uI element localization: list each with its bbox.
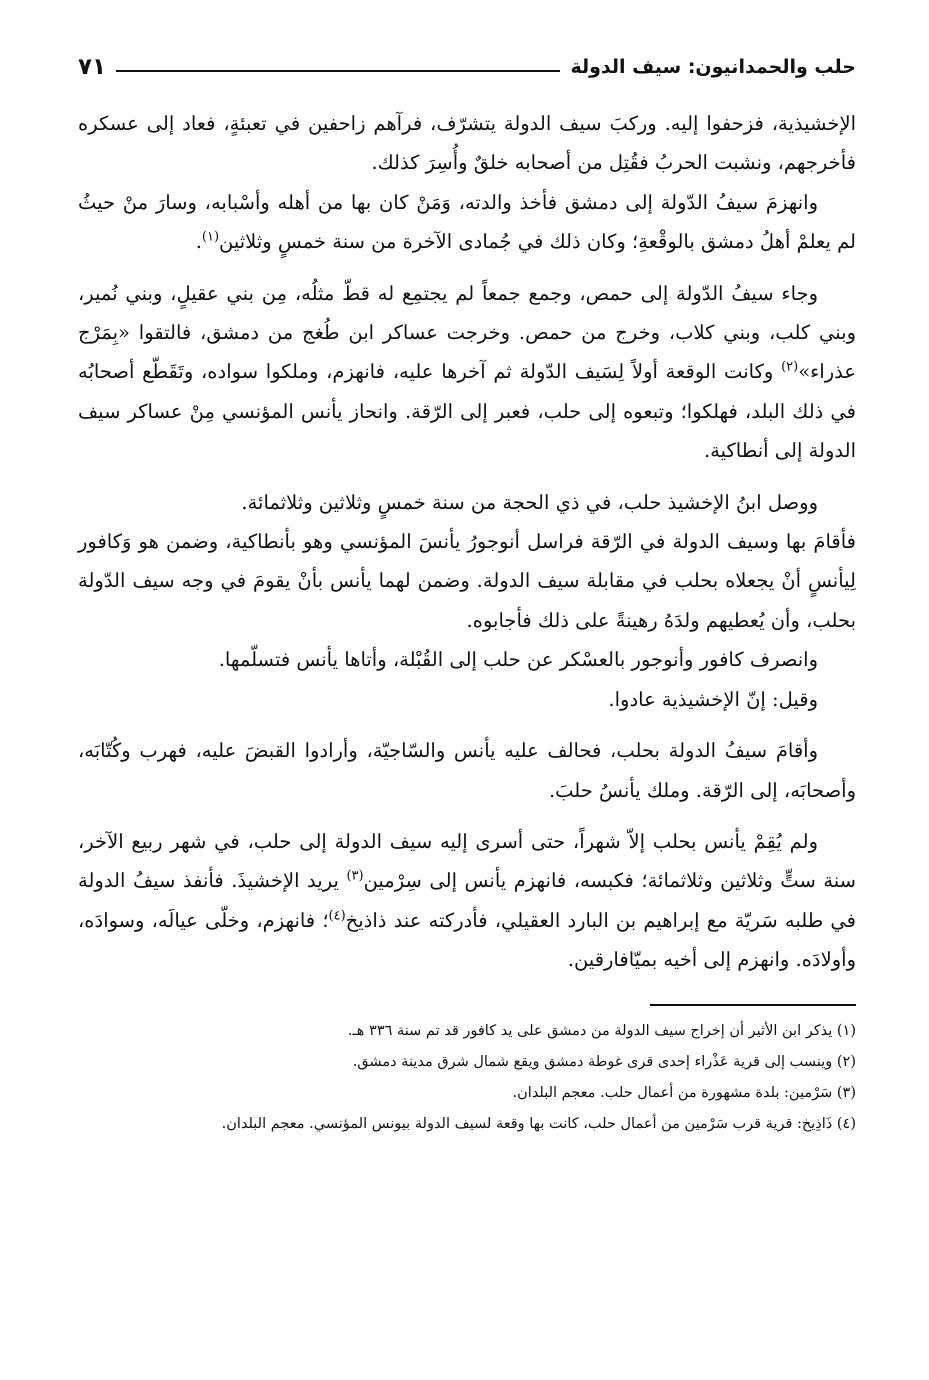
paragraph: ووصل ابنُ الإخشيذ حلب، في ذي الحجة من سنة خمسٍ وثلاثين وثلاثمائة. — [241, 490, 818, 514]
running-header — [78, 50, 856, 84]
paragraph-text: ؛ فانهزم، وخلّى عيالَه، وسوادَه، وأولادَه. وانهزم إلى أخيه بميّافارقين. — [78, 908, 856, 972]
paragraph — [78, 183, 856, 262]
main-text — [78, 104, 856, 980]
footnote-1: (١) يذكر ابن الأثير أن إخراج سيف الدولة من دمشق على يد كافور قد تم سنة ٣٣٦ هـ. — [347, 1022, 856, 1039]
footnote-ref-4[interactable]: (٤) — [328, 908, 346, 924]
paragraph-text: يريد الإخشيذَ. فأنفذ سيفُ الدولة في طلبه سَريّة مع إبراهيم بن البارد العقيلي، فأدركته عند ذاذيخ — [78, 869, 856, 932]
paragraph: فأقامَ بها وسيف الدولة في الرّقة فراسل أنوجورُ يأنسَ المؤنسي وهو بأنطاكية، وضمن هو وَكافور لِيأنسٍ أنْ يجعلاه بحلب في مقابلة سيف الدولة. وضمن لهما يأنس بأنْ يقومَ في وجه سيف الدّولة بحلب، وأن يُعطيهم ولدَهُ رهينةً على ذلك فأجابوه. — [78, 530, 856, 632]
paragraph-punct: . — [195, 230, 202, 254]
header-rule — [116, 70, 560, 72]
footnotes — [78, 1016, 856, 1140]
paragraph-text: ولم يُقِمْ يأنس بحلب إلاّ شهراً، حتى أسرى إليه سيف الدولة إلى حلب، في شهر ربيع الآخر، سنة ستٍّ وثلاثين وثلاثمائة؛ فكبسه، فانهزم يأنس إلى سِرْمين — [78, 829, 857, 893]
paragraph: وانصرف كافور وأنوجور بالعسْكر عن حلب إلى القُبْلة، وأتاها يأنس فتسلّمها. — [218, 648, 818, 672]
footnote-ref-2[interactable]: (٢) — [781, 359, 799, 375]
footnote-ref-1[interactable]: (١) — [201, 229, 220, 245]
footnote-2: (٢) وينسب إلى قرية عَذْراء إحدى قرى غوطة دمشق ويقع شمال شرق مدينة دمشق. — [352, 1053, 856, 1070]
page-number: ٧١ — [78, 54, 107, 80]
footnote-3: (٣) سَرْمين: بلدة مشهورة من أعمال حلب. معجم البلدان. — [512, 1084, 856, 1101]
running-header-title: حلب والحمدانيون: سيف الدولة — [570, 56, 856, 78]
paragraph — [78, 274, 856, 471]
paragraph: الإخشيذية، فزحفوا إليه. وركبَ سيف الدولة يتشرّف، فرآهم زاحفين في تعبئةٍ، فعاد إلى عسكره فأخرجهم، ونشبت الحربُ فقُتِل من أصحابه خلقٌ وأُسِرَ كذلك. — [78, 112, 856, 175]
book-page — [78, 50, 856, 1350]
paragraph-text: وجاء سيفُ الدّولة إلى حمص، وجمع جمعاً لم يجتمِع له قطّ مثلُه، مِن بني عقيلٍ، وبني نُمير، وبني كلب، وبني كلاب، وخرج من حمص. وخرجت عساكر ابن طُغج من دمشق، فالتقوا «بِمَرْج عذراء» — [78, 281, 857, 384]
footnote-separator — [650, 1004, 856, 1006]
footnote-4: (٤) ذَاذِيخ: قرية قرب سَرْمين من أعمال حلب، كانت بها وقعة لسيف الدولة بيونس المؤنسي. معجم البلدان. — [221, 1115, 856, 1132]
paragraph — [78, 822, 856, 980]
paragraph: وأقامَ سيفُ الدولة بحلب، فحالف عليه يأنس والسّاجيّة، وأرادوا القبضَ عليه، فهرب وكُتّابَه، وأصحابَه، إلى الرّقة. وملك يأنسُ حلبَ. — [78, 739, 856, 802]
paragraph: وقيل: إنّ الإخشيذية عادوا. — [608, 687, 818, 711]
footnote-ref-3[interactable]: (٣) — [346, 868, 364, 884]
paragraph-text: وكانت الوقعة أولاً لِسَيف الدّولة ثم آخرها عليه، فانهزم، وملكوا سواده، وتَقَطّع أصحابُه في ذلك البلد، فهلكوا؛ وتبعوه إلى حلب، فعبر إلى الرّقة. وانحاز يأنس المؤنسي مِنْ عساكر سيف الدولة إلى أنطاكية. — [78, 360, 856, 463]
paragraph-text: وانهزمَ سيفُ الدّولة إلى دمشق فأخذ والدته، وَمَنْ كان بها من أهله وأسْبابه، وسارَ منْ حيثُ لم يعلمْ أهلُ دمشق بالوقْعةِ؛ وكان ذلك في جُمادى الآخرة من سنة خمسٍ وثلاثين — [78, 190, 856, 254]
